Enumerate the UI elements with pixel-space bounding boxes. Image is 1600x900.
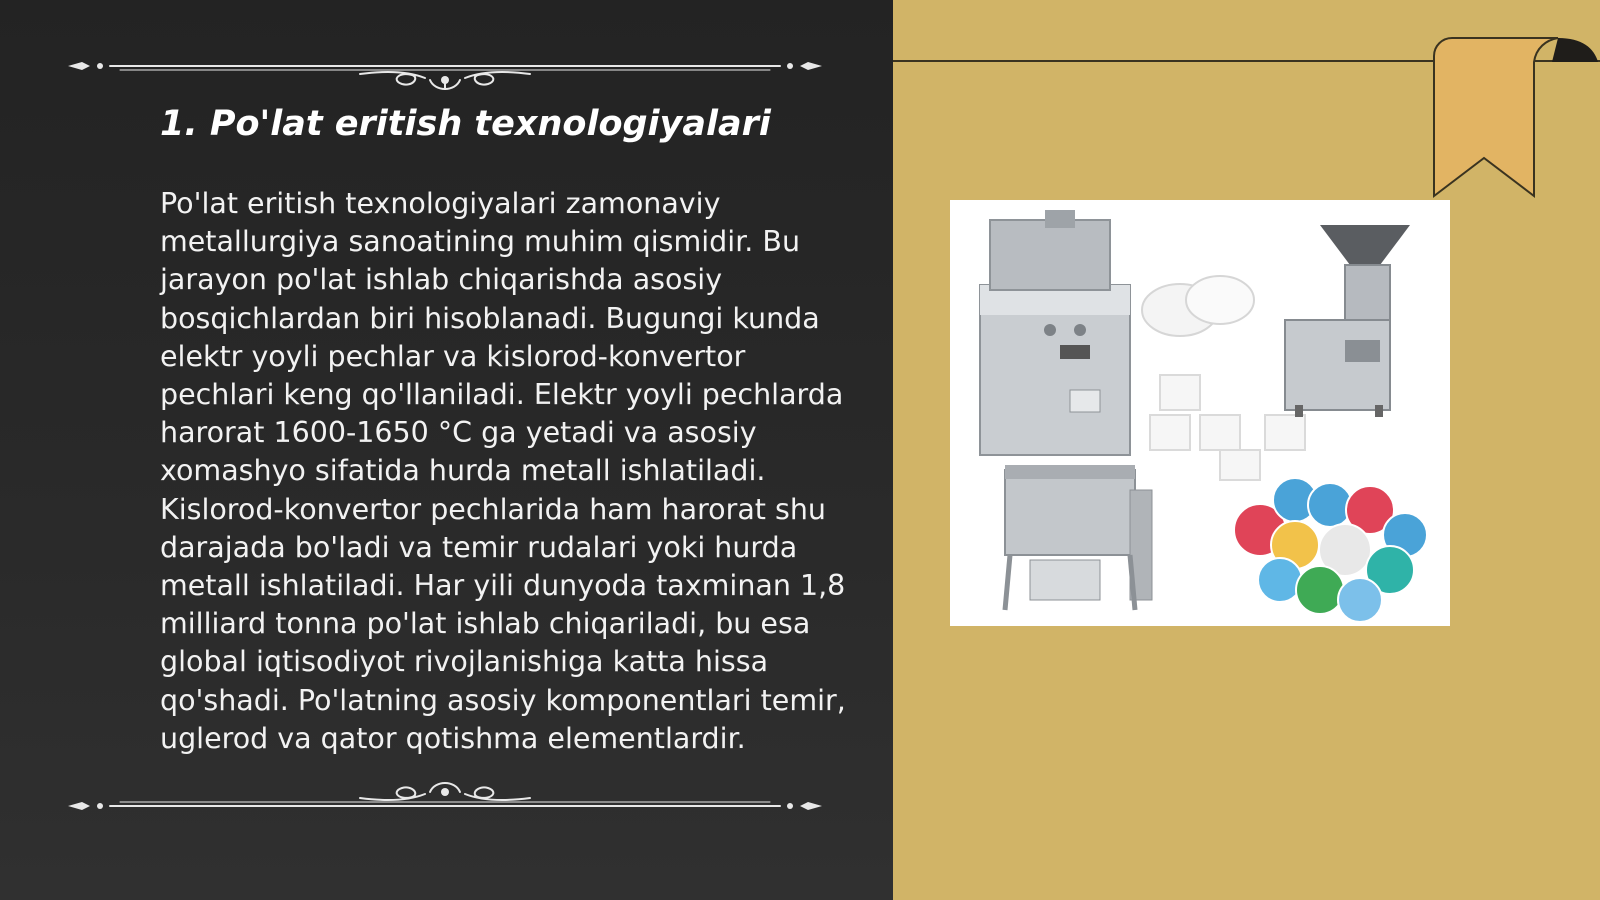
bookmark-ribbon-icon xyxy=(1432,34,1600,204)
top-ornament-divider xyxy=(60,40,830,90)
round-tablets xyxy=(1142,276,1254,336)
pharmaceutical-equipment-photo xyxy=(950,200,1450,626)
slide-title: 1. Po'lat eritish texnologiyalari xyxy=(160,104,771,144)
ribbon-mixer xyxy=(1005,465,1152,610)
tablet-press-machine xyxy=(980,210,1130,455)
bottom-ornament-divider xyxy=(60,780,830,830)
equipment-illustration xyxy=(950,200,1450,626)
bookmark-ribbon xyxy=(1432,34,1600,204)
grinder-machine xyxy=(1285,225,1410,417)
sugar-cubes xyxy=(1150,375,1305,480)
scroll-divider-icon xyxy=(60,40,830,90)
scroll-divider-icon xyxy=(60,780,830,830)
colorful-tablets xyxy=(1234,478,1427,622)
slide-body-text: Po'lat eritish texnologiyalari zamonaviy metallurgiya sanoatining muhim qismidir. Bu jarayon po'lat ishlab chiqarishda asosiy bosqichlardan biri hisoblanadi. Bugungi kunda elektr yoyli pechlar va kislorod-konvertor pechlari keng qo'llaniladi. Elektr yoyli pechlarda harorat 1600-1650 °C ga yetadi va asosiy xomashyo sifatida hurda metall ishlatiladi. Kislorod-konvertor pechlarida ham harorat shu darajada bo'ladi va temir rudalari yoki hurda metall ishlatiladi. Har yili dunyoda taxminan 1,8 milliard tonna po'lat ishlab chiqariladi, bu esa global iqtisodiyot rivojlanishiga katta hissa qo'shadi. Po'latning asosiy komponentlari temir, uglerod va qator qotishma elementlardir. xyxy=(160,187,846,755)
